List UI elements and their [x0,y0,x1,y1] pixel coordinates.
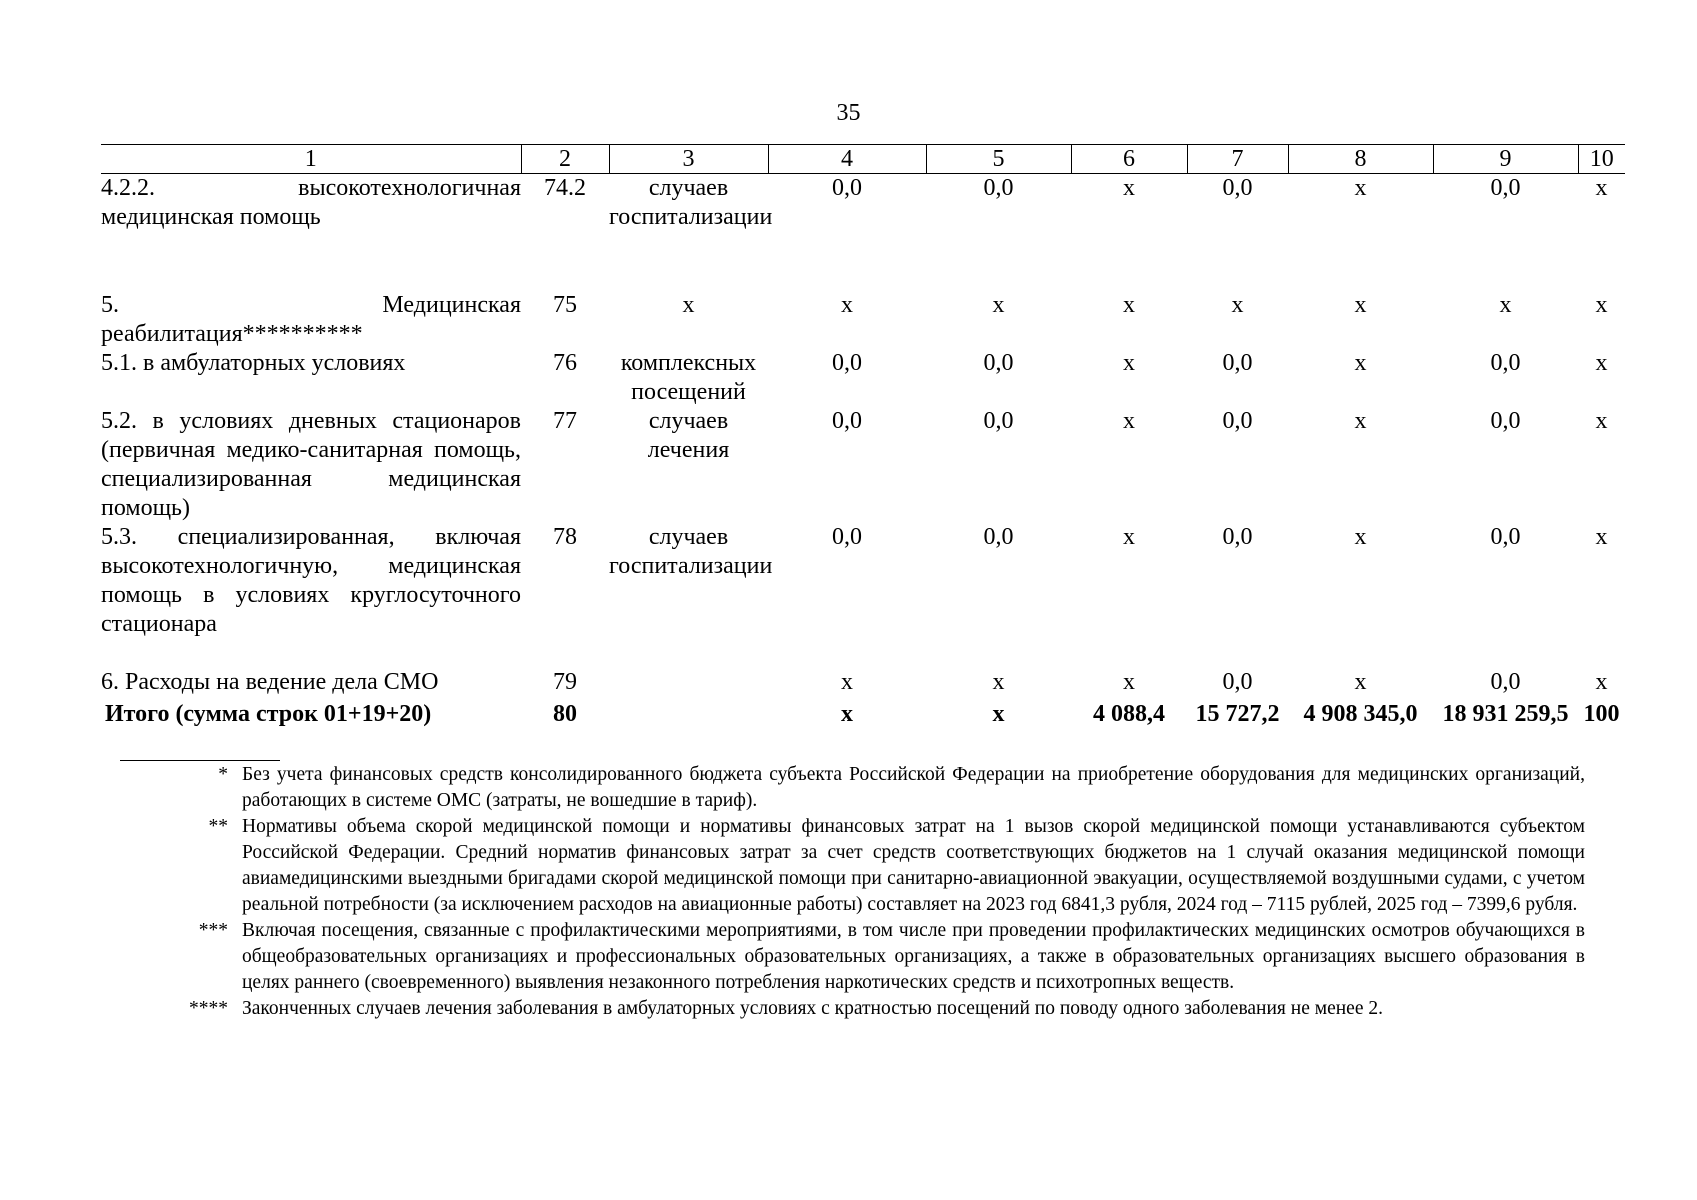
cell-col10: х [1595,175,1608,201]
page-number: 35 [836,100,861,126]
cell-col10: х [1595,291,1608,318]
row-unit: случаев госпитализации [609,175,773,230]
footnote-text: Включая посещения, связанные с профилактическими мероприятиями, в том числе при проведении профилактических медицинских осмотров обучающихся в общеобразовательных организациях и профессиональных образовательных организациях, а также в образовательных организациях высшего образования в целях раннего (своевременного) выявления незаконного потребления наркотических средств и психотропных веществ. [242,920,1585,993]
total-col8: 4 908 345,0 [1303,700,1418,727]
row-name: 4.2.2. высокотехнологичная медицинская помощь [101,175,521,230]
table-row [101,523,1625,668]
cell-col8: х [1354,291,1367,318]
cell-col4: 0,0 [832,407,862,434]
cell-col4: х [841,668,853,695]
table-row [101,291,1625,349]
cell-col4: х [841,291,853,318]
cell-col8: х [1354,175,1367,201]
cell-col7: 0,0 [1222,407,1253,434]
cell-col8: х [1354,523,1367,550]
row-line-number: 79 [553,668,577,695]
column-number-row [101,145,1625,174]
cell-col7: 0,0 [1222,175,1253,201]
row-line-number: 75 [553,291,577,318]
row-name: 5. Медицинская реабилитация********** [101,291,521,347]
cell-col4: 0,0 [832,349,862,376]
row-name: 5.2. в условиях дневных стационаров (первичная медико-санитарная помощь, специализированная медицинская помощь) [101,407,521,521]
table-row [101,174,1625,291]
footnote-text: Без учета финансовых средств консолидированного бюджета субъекта Российской Федерации на приобретение оборудования для медицинских организаций, работающих в системе ОМС (затраты, не вошедшие в тариф). [242,764,1585,811]
total-row [101,700,1625,732]
cell-col7: 0,0 [1222,668,1253,695]
cell-col10: х [1595,349,1608,376]
footnote-separator [120,760,280,761]
column-number: 1 [101,145,521,174]
cell-col9: 0,0 [1490,407,1521,434]
column-number: 6 [1071,145,1187,174]
cell-col8: х [1354,668,1367,695]
column-number: 4 [768,145,926,174]
total-col7: 15 727,2 [1195,700,1280,727]
column-number: 8 [1288,145,1433,174]
row-unit: случаев лечения [647,407,730,463]
table-row [101,407,1625,523]
table-row [101,668,1625,700]
row-line-number: 74.2 [544,175,586,201]
cell-col6: х [1123,407,1135,434]
total-col10: 100 [1583,700,1620,727]
footnote [170,918,1585,996]
cell-col8: х [1354,349,1367,376]
row-unit: комплексных посещений [620,349,757,405]
row-unit [609,668,768,700]
table-row [101,349,1625,407]
column-number: 2 [521,145,609,174]
cell-col5: 0,0 [983,407,1014,434]
column-number: 9 [1433,145,1578,174]
footnote-mark: **** [189,998,228,1019]
cell-col6: х [1123,668,1135,695]
cell-col6: х [1123,523,1135,550]
row-line-number: 76 [553,349,577,376]
row-line-number: 77 [553,407,577,434]
column-number: 7 [1187,145,1288,174]
footnote [170,996,1585,1022]
cell-col8: х [1354,407,1367,434]
footnote-mark: ** [208,816,228,837]
cell-col7: 0,0 [1222,349,1253,376]
cell-col5: х [992,668,1005,695]
footnotes [170,762,1585,1022]
cell-col9: 0,0 [1490,349,1521,376]
total-col9: 18 931 259,5 [1442,700,1569,727]
column-number: 5 [926,145,1071,174]
row-unit: случаев госпитализации [609,523,773,579]
cell-col10: х [1595,407,1608,434]
cell-col7: 0,0 [1222,523,1253,550]
total-col6: 4 088,4 [1093,700,1165,727]
cell-col4: 0,0 [832,523,862,550]
row-unit: х [682,291,695,318]
cell-col6: х [1123,349,1135,376]
row-name: 5.1. в амбулаторных условиях [101,349,406,376]
cell-col5: 0,0 [983,349,1014,376]
cell-col9: 0,0 [1490,175,1521,201]
footnote-text: Нормативы объема скорой медицинской помощи и нормативы финансовых затрат на 1 вызов скорой медицинской помощи устанавливаются субъектом Российской Федерации. Средний норматив финансовых затрат за счет средств соответствующих бюджетов на 1 случай оказания медицинской помощи авиамедицинскими выездными бригадами скорой медицинской помощи при санитарно-авиационной эвакуации, осуществляемой воздушными судами, с учетом реальной потребности (за исключением расходов на авиационные работы) составляет на 2023 год 6841,3 рубля, 2024 год – 7115 рублей, 2025 год – 7399,6 рубля. [242,816,1585,915]
total-col5: х [992,700,1005,727]
row-line-number: 80 [553,700,577,727]
cell-col6: х [1123,291,1135,318]
footnote-text: Законченных случаев лечения заболевания в амбулаторных условиях с кратностью посещений по поводу одного заболевания не менее 2. [242,998,1383,1019]
row-name: 6. Расходы на ведение дела СМО [101,668,439,695]
column-number: 3 [609,145,768,174]
row-line-number: 78 [553,523,577,550]
cell-col5: 0,0 [983,523,1014,550]
footnote-mark: * [218,764,228,785]
cell-col9: х [1499,291,1512,318]
cell-col10: х [1595,523,1608,550]
normatives-table [101,144,1625,732]
cell-col9: 0,0 [1490,668,1521,695]
cell-col5: х [992,291,1005,318]
row-name: 5.3. специализированная, включая высокотехнологичную, медицинская помощь в условиях круглосуточного стационара [101,523,521,637]
cell-col6: х [1123,175,1135,201]
cell-col4: 0,0 [832,175,862,201]
cell-col5: 0,0 [983,175,1014,201]
row-unit [609,700,768,732]
total-label: Итого (сумма строк 01+19+20) [105,700,432,727]
cell-col9: 0,0 [1490,523,1521,550]
footnote [170,762,1585,814]
total-col4: х [841,700,853,727]
cell-col7: х [1231,291,1244,318]
column-number: 10 [1578,145,1625,174]
footnote [170,814,1585,918]
cell-col10: х [1595,668,1608,695]
footnote-mark: *** [198,920,228,941]
